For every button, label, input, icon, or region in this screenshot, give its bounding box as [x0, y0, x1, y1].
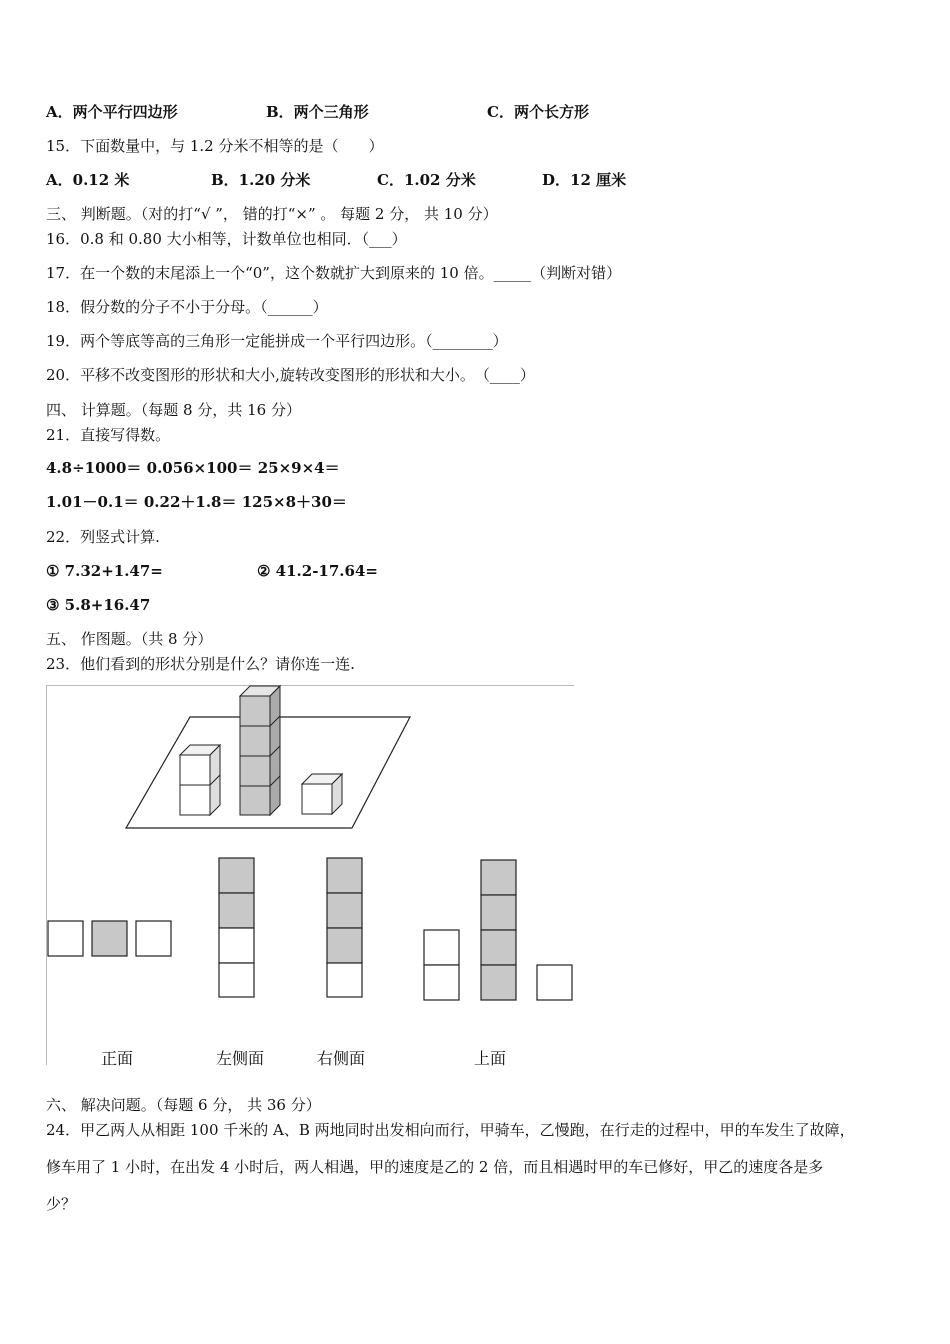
view-option-right [327, 858, 362, 997]
section5-heading: 五、 作图题。（共 8 分） [46, 630, 213, 648]
q15-stem: 15．下面数量中，与 1.2 分米不相等的是（ ） [46, 137, 384, 155]
label-front-view: 正面 [101, 1049, 134, 1068]
right-single-cube [302, 774, 342, 814]
q22: 22．列竖式计算. [46, 528, 160, 546]
q20: 20．平移不改变图形的形状和大小,旋转改变图形的形状和大小。 （____） [46, 366, 535, 384]
q15-option-a: A．0.12 米 [46, 171, 130, 189]
q14-option-c: C．两个长方形 [487, 103, 589, 121]
section4-heading: 四、 计算题。（每题 8 分，共 16 分） [46, 401, 301, 419]
q15-option-b: B．1.20 分米 [211, 171, 311, 189]
q15-option-d: D．12 厘米 [542, 171, 627, 189]
q21-row-1: 4.8÷1000＝ 0.056×100＝ 25×9×4＝ [46, 459, 340, 477]
q23-figure [46, 685, 576, 1070]
q14-option-b: B．两个三角形 [266, 103, 369, 121]
q22-item-3: ③ 5.8+16.47 [46, 596, 151, 614]
label-top-view: 上面 [474, 1049, 507, 1068]
q19: 19．两个等底等高的三角形一定能拼成一个平行四边形。（________） [46, 332, 508, 350]
middle-cube-stack [240, 686, 280, 815]
q18: 18．假分数的分子不小于分母。（______） [46, 298, 328, 316]
q14-option-a: A．两个平行四边形 [46, 103, 178, 121]
q24-line-3: 少？ [46, 1195, 77, 1213]
view-option-front [48, 921, 171, 956]
q23: 23．他们看到的形状分别是什么？请你连一连. [46, 655, 355, 673]
q22-item-1: ① 7.32+1.47= [46, 562, 163, 580]
q24-line-2: 修车用了 1 小时，在出发 4 小时后，两人相遇，甲的速度是乙的 2 倍，而且相遇时甲的车已修好，甲乙的速度各是多 [46, 1158, 824, 1176]
view-option-top [424, 860, 572, 1000]
q16: 16．0.8 和 0.80 大小相等，计数单位也相同．（___） [46, 230, 407, 248]
q17: 17．在一个数的末尾添上一个“0”，这个数就扩大到原来的 10 倍。_____（判断对错） [46, 264, 622, 282]
label-right-view: 右侧面 [317, 1049, 366, 1068]
label-left-view: 左侧面 [216, 1049, 265, 1068]
view-option-left [219, 858, 254, 997]
left-cube-stack [180, 745, 220, 815]
section6-heading: 六、 解决问题。（每题 6 分， 共 36 分） [46, 1096, 321, 1114]
q21: 21．直接写得数。 [46, 426, 171, 444]
section3-heading: 三、 判断题。（对的打“√ ”， 错的打“×” 。 每题 2 分， 共 10 分） [46, 205, 498, 223]
q21-row-2: 1.01－0.1＝ 0.22＋1.8＝ 125×8＋30＝ [46, 493, 347, 511]
q24-line-1: 24．甲乙两人从相距 100 千米的 A、B 两地同时出发相向而行，甲骑车，乙慢跑，在行走的过程中，甲的车发生了故障， [46, 1121, 855, 1139]
q22-item-2: ② 41.2-17.64= [257, 562, 378, 580]
q15-option-c: C．1.02 分米 [377, 171, 476, 189]
